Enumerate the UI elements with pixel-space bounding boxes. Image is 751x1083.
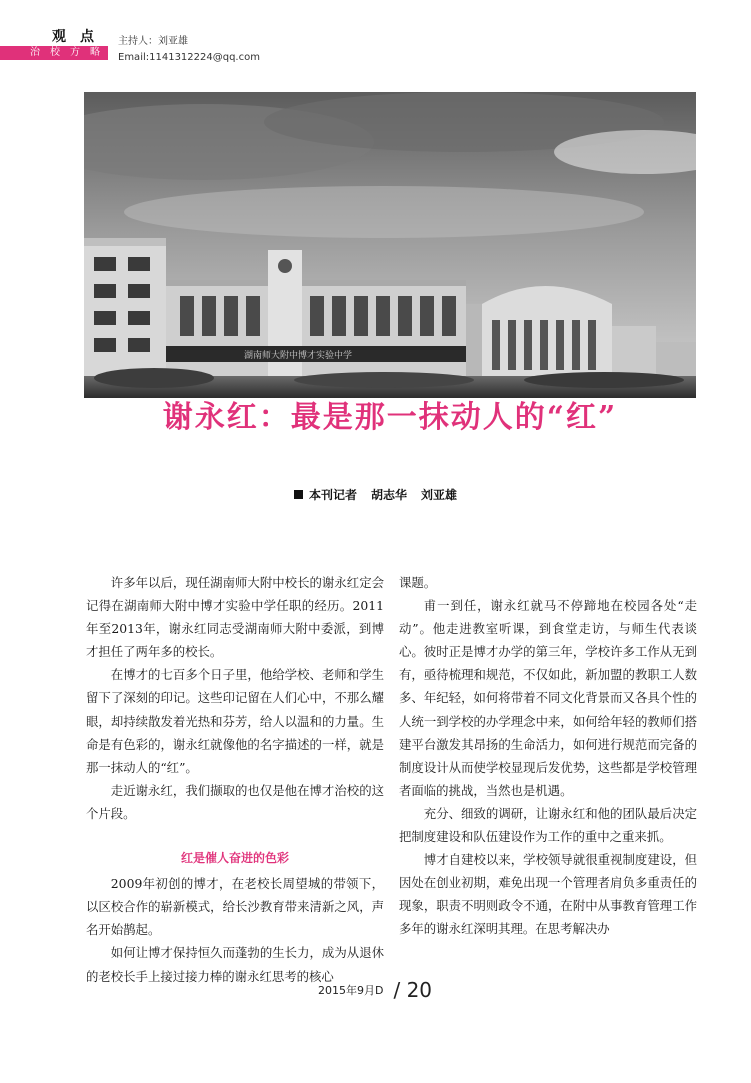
paragraph: 许多年以后，现任湖南师大附中校长的谢永红定会记得在湖南师大附中博才实验中学任职的经历。2011年至2013年，谢永红同志受湖南师大附中委派，到博才担任了两年多的校长。	[86, 575, 384, 660]
paragraph: 走近谢永红，我们撷取的也仅是他在博才治校的这个片段。	[86, 782, 384, 821]
paragraph: 在博才的七百多个日子里，他给学校、老师和学生留下了深刻的印记。这些印记留在人们心中，不那么耀眼，却持续散发着光热和芬芳，给人以温和的力量。生命是有色彩的，谢永红就像他的名字描述的一样，就是那一抹动人的“红”。	[86, 667, 384, 775]
author-1: 胡志华	[370, 488, 407, 502]
body-column-right	[399, 571, 697, 941]
paragraph: 博才自建校以来，学校领导就很重视制度建设，但因处在创业初期，难免出现一个管理者肩负多重责任的现象，职责不明则政令不通，在附中从事教育管理工作多年的谢永红深明其理。在思考解决办	[399, 852, 697, 937]
author-2: 刘亚雄	[421, 488, 458, 502]
host-name: 主持人：刘亚雄	[118, 36, 188, 47]
page-footer	[318, 978, 432, 1002]
page-number: / 20	[393, 978, 433, 1002]
article-title: 谢永红：最是那一抹动人的“红”	[162, 400, 618, 435]
building-sign: 湖南师大附中博才实验中学	[244, 351, 353, 361]
byline-role: 本刊记者	[308, 488, 357, 502]
paragraph: 课题。	[399, 575, 437, 590]
body-column-left	[86, 571, 384, 988]
paragraph: 充分、细致的调研，让谢永红和他的团队最后决定把制度建设和队伍建设作为工作的重中之重来抓。	[399, 805, 697, 845]
host-info	[118, 34, 260, 66]
issue-date: 2015年9月D	[318, 984, 384, 997]
byline-square-icon	[294, 490, 303, 499]
section-subtitle-band: 治校方略	[0, 46, 108, 60]
section-title: 观点	[52, 29, 108, 45]
host-email: Email:1141312224@qq.com	[118, 52, 260, 63]
paragraph: 如何让博才保持恒久而蓬勃的生长力，成为从退休的老校长手上接过接力棒的谢永红思考的核心	[86, 945, 384, 984]
section-subheading: 红是催人奋进的色彩	[180, 851, 289, 866]
byline	[0, 486, 751, 503]
paragraph: 甫一到任，谢永红就马不停蹄地在校园各处“走动”。他走进教室听课，到食堂走访，与师生代表谈心。彼时正是博才办学的第三年，学校许多工作从无到有，亟待梳理和规范，不仅如此，新加盟的教职工人数多、年纪轻，如何将带着不同文化背景而又各具个性的人统一到学校的办学理念中来，如何给年轻的教师们搭建平台激发其昂扬的生命活力，如何进行规范而完备的制度设计从而使学校显现后发优势，这些都是学校管理者面临的挑战，当然也是机遇。	[399, 598, 697, 798]
campus-photo	[84, 92, 696, 398]
section-header	[0, 28, 108, 60]
paragraph: 2009年初创的博才，在老校长周望城的带领下，以区校合作的崭新模式，给长沙教育带来清新之风，声名开始鹊起。	[86, 876, 384, 938]
